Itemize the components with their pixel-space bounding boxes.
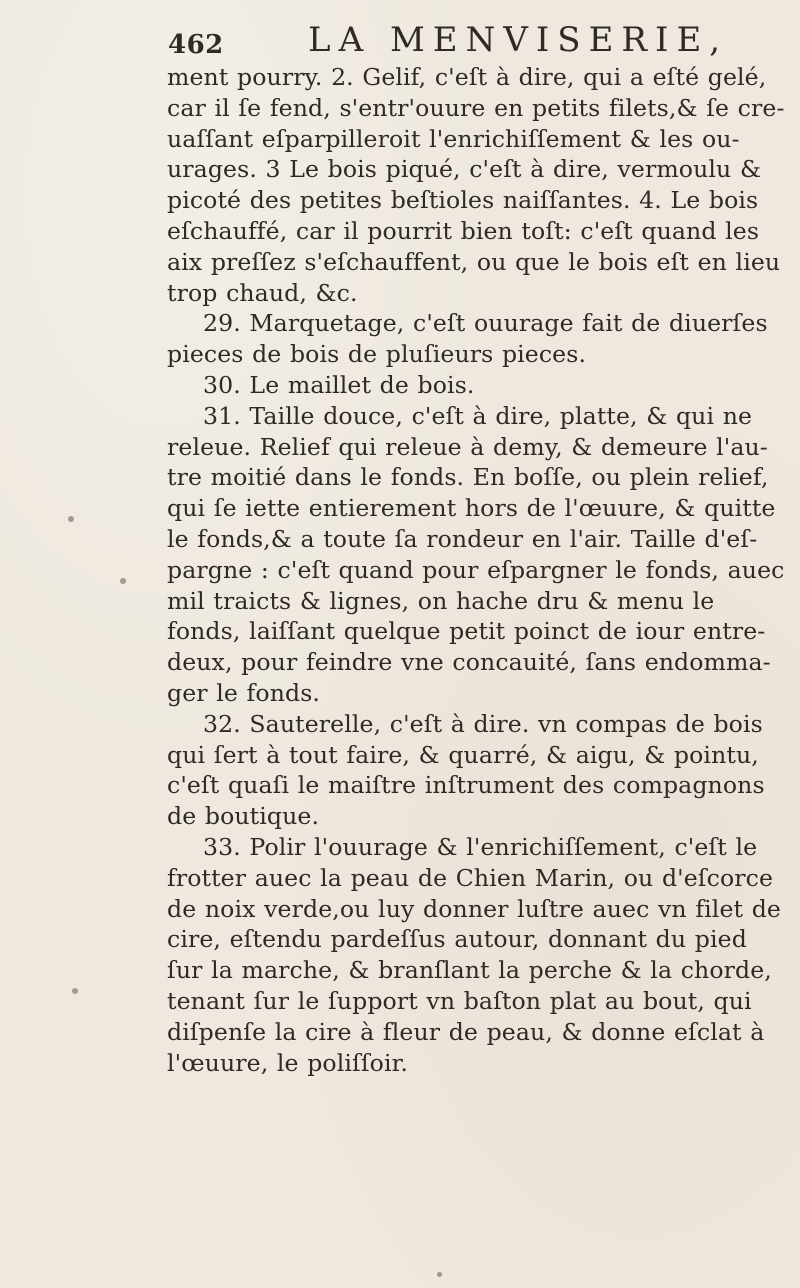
text-line: frotter auec la peau de Chien Marin, ou d'eſcorce <box>167 863 774 892</box>
text-line: deux, pour feindre vne concauité, ſans endomma- <box>167 648 771 677</box>
text-line: cire, eſtendu pardeſſus autour, donnant du pied <box>167 925 747 954</box>
text-line: pargne : c'eſt quand pour eſpargner le fonds, auec <box>167 555 785 584</box>
text-line: 31. Taille douce, c'eſt à dire, platte, & qui ne <box>203 401 753 430</box>
text-line: c'eſt quaſi le maiſtre inſtrument des compagnons <box>167 771 765 800</box>
page-number: 462 <box>168 30 224 60</box>
text-line: tre moitié dans le fonds. En boſſe, ou plein relief, <box>167 463 769 492</box>
text-line: de noix verde,ou luy donner luſtre auec vn filet de <box>167 894 781 923</box>
text-line: l'œuure, le poliſſoir. <box>167 1048 409 1077</box>
ink-speck <box>437 1272 442 1277</box>
text-line: uaſſant eſparpilleroit l'enrichiſſement & les ou- <box>167 124 740 153</box>
text-line: 30. Le maillet de bois. <box>203 370 475 399</box>
text-line: ment pourry. 2. Gelif, c'eſt à dire, qui a eſté gelé, <box>167 63 767 91</box>
ink-speck <box>72 988 78 994</box>
body-text <box>167 62 795 1078</box>
text-line: ger le fonds. <box>167 678 320 707</box>
text-line: 33. Polir l'ouurage & l'enrichiſſement, c'eſt le <box>203 832 758 861</box>
text-line: 29. Marquetage, c'eſt ouurage fait de diuerſes <box>203 309 768 338</box>
running-title: LA MENVISERIE, <box>308 20 729 60</box>
text-line: picoté des petites beſtioles naiſſantes. 4. Le bois <box>167 186 759 215</box>
text-line: trop chaud, &c. <box>167 278 358 307</box>
text-line: car il ſe fend, s'entr'ouure en petits filets,& ſe cre- <box>167 93 785 122</box>
text-line: tenant ſur le ſupport vn baſton plat au bout, qui <box>167 986 752 1015</box>
text-line: 32. Sauterelle, c'eſt à dire. vn compas de bois <box>203 709 763 738</box>
ink-speck <box>120 578 126 584</box>
text-line: releue. Relief qui releue à demy, & demeure l'au- <box>167 432 768 461</box>
page-header <box>168 12 748 62</box>
ink-speck <box>68 516 74 522</box>
text-line: aix preſſez s'eſchauffent, ou que le bois eſt en lieu <box>167 247 781 276</box>
text-line: qui ſe iette entierement hors de l'œuure, & quitte <box>167 494 776 523</box>
text-line: de boutique. <box>167 802 320 831</box>
text-line: diſpenſe la cire à fleur de peau, & donne eſclat à <box>167 1017 765 1046</box>
text-line: eſchauffé, car il pourrit bien toſt: c'eſt quand les <box>167 216 760 245</box>
text-line: le fonds,& a toute ſa rondeur en l'air. Taille d'eſ- <box>167 524 758 553</box>
text-line: pieces de bois de pluſieurs pieces. <box>167 340 587 369</box>
text-line: qui ſert à tout faire, & quarré, & aigu, & pointu, <box>167 740 759 769</box>
text-line: fonds, laiſſant quelque petit poinct de iour entre- <box>167 617 766 646</box>
text-line: urages. 3 Le bois piqué, c'eſt à dire, vermoulu & <box>167 155 762 184</box>
text-line: mil traicts & lignes, on hache dru & menu le <box>167 586 715 615</box>
text-line: ſur la marche, & branſlant la perche & la chorde, <box>167 956 772 985</box>
